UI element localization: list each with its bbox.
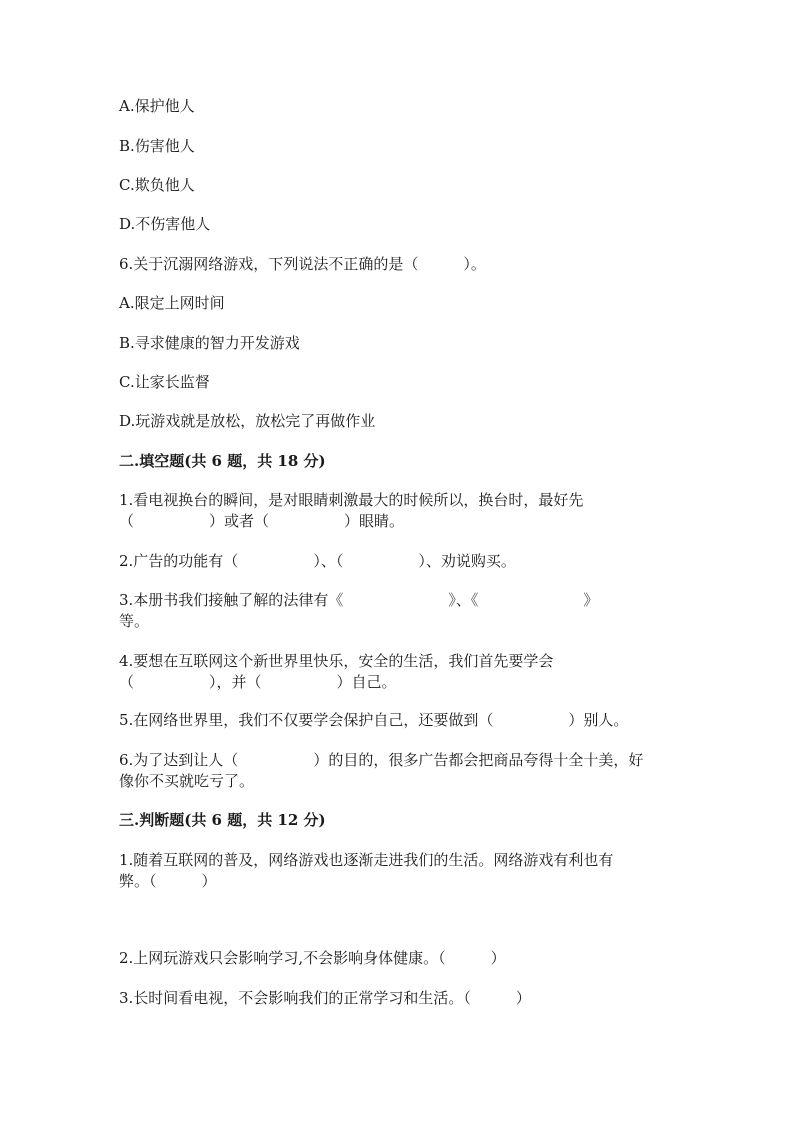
tf-q2: 2.上网玩游戏只会影响学习,不会影响身体健康。（ ） — [119, 949, 506, 967]
q6-option-a: A.限定上网时间 — [119, 294, 225, 312]
section-true-false-title: 三.判断题(共 6 题，共 12 分) — [119, 811, 326, 829]
q5-option-a: A.保护他人 — [119, 97, 195, 115]
q5-option-b: B.伤害他人 — [119, 137, 195, 155]
section-fill-in-title: 二.填空题(共 6 题，共 18 分) — [119, 452, 326, 470]
q6-stem: 6.关于沉溺网络游戏，下列说法不正确的是（ ）。 — [119, 255, 486, 273]
q5-option-d: D.不伤害他人 — [119, 215, 211, 233]
q6-option-d: D.玩游戏就是放松，放松完了再做作业 — [119, 412, 376, 430]
fill-q4-line1: 4.要想在互联网这个新世界里快乐，安全的生活，我们首先要学会 — [119, 652, 554, 670]
tf-q1-line2: 弊。（ ） — [119, 872, 217, 890]
fill-q3-line2: 等。 — [119, 612, 150, 630]
q6-option-c: C.让家长监督 — [119, 373, 210, 391]
q6-option-b: B.寻求健康的智力开发游戏 — [119, 334, 300, 352]
fill-q1-line1: 1.看电视换台的瞬间，是对眼睛刺激最大的时候所以，换台时，最好先 — [119, 491, 584, 509]
tf-q1-line1: 1.随着互联网的普及，网络游戏也逐渐走进我们的生活。网络游戏有利也有 — [119, 851, 614, 869]
fill-q4-line2: （ ），并（ ）自己。 — [119, 673, 397, 691]
fill-q6-line1: 6.为了达到让人（ ）的目的，很多广告都会把商品夸得十全十美，好 — [119, 751, 644, 769]
q5-option-c: C.欺负他人 — [119, 176, 195, 194]
fill-q6-line2: 像你不买就吃亏了。 — [119, 772, 255, 790]
tf-q3: 3.长时间看电视，不会影响我们的正常学习和生活。（ ） — [119, 989, 531, 1007]
fill-q3-line1: 3.本册书我们接触了解的法律有《 》、《 》 — [119, 591, 599, 609]
fill-q5: 5.在网络世界里，我们不仅要学会保护自己，还要做到（ ）别人。 — [119, 711, 629, 729]
fill-q1-line2: （ ）或者（ ）眼睛。 — [119, 512, 405, 530]
fill-q2: 2.广告的功能有（ ）、（ ）、劝说购买。 — [119, 552, 516, 570]
